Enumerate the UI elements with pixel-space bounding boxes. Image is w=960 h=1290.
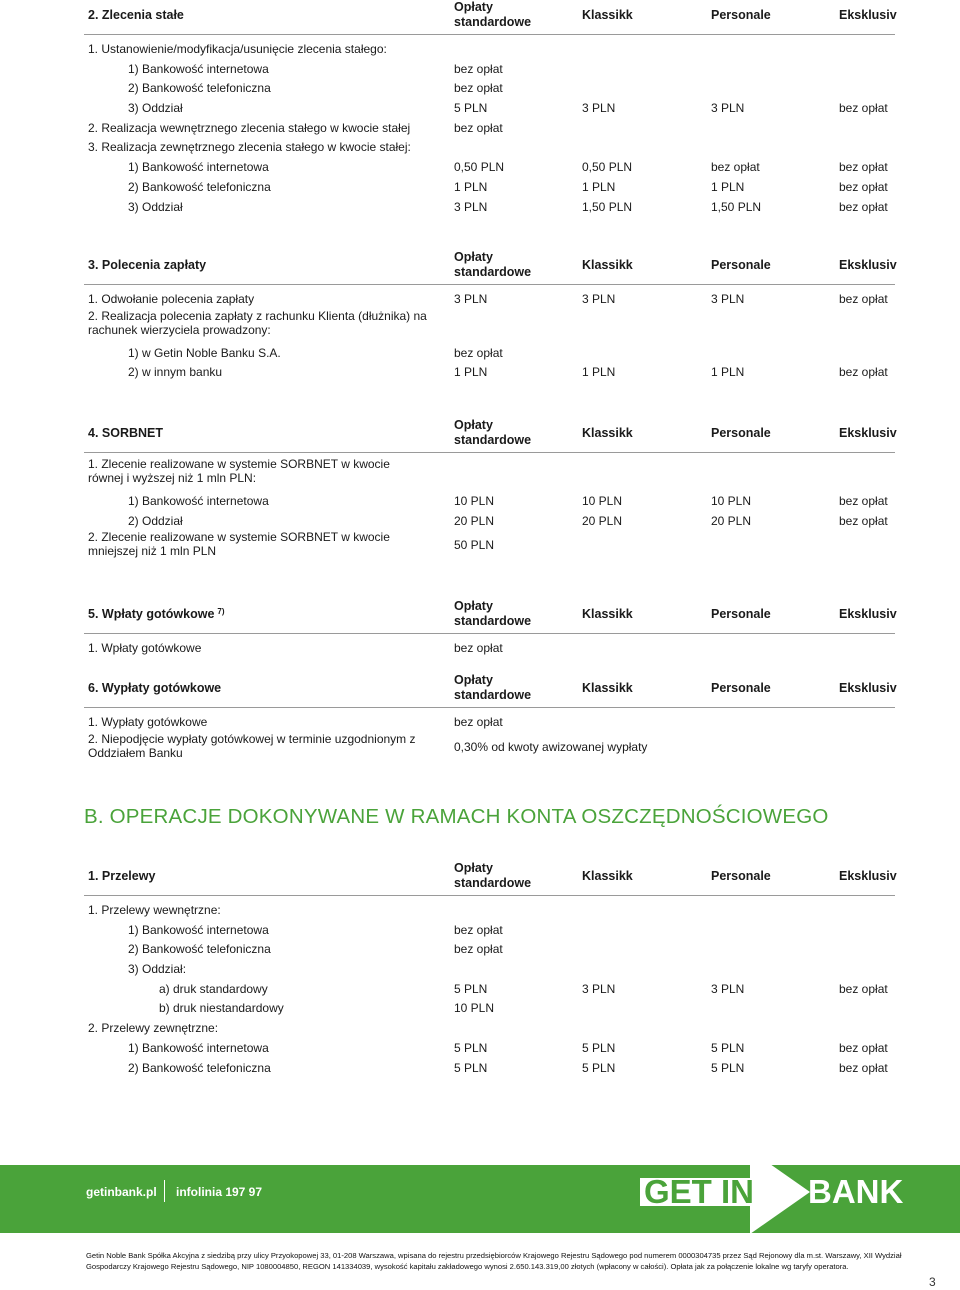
fee-klassikk: 5 PLN xyxy=(582,1040,616,1055)
section-header xyxy=(84,595,895,634)
page-number: 3 xyxy=(929,1275,936,1289)
fee-klassikk: 1,50 PLN xyxy=(582,199,633,214)
fee-klassikk: 1 PLN xyxy=(582,365,616,380)
section-title: 6. Wypłaty gotówkowe xyxy=(88,681,222,695)
row-label: 1) Bankowość internetowa xyxy=(128,494,269,508)
row-label: 1) Bankowość internetowa xyxy=(128,61,269,76)
fee-standard: 0,50 PLN xyxy=(454,160,505,175)
fee-eksklusiv: bez opłat xyxy=(839,160,888,175)
fee-personale: 1 PLN xyxy=(711,365,745,380)
section-header xyxy=(84,0,895,35)
row-label: 1) Bankowość internetowa xyxy=(128,160,269,175)
fee-eksklusiv: bez opłat xyxy=(839,981,888,996)
table-row xyxy=(84,979,895,999)
fee-klassikk: 3 PLN xyxy=(582,101,616,116)
table-row xyxy=(84,177,895,197)
fee-standard: 20 PLN xyxy=(454,513,495,528)
section-header xyxy=(84,414,895,453)
logo-text-getin: GET IN xyxy=(644,1173,755,1210)
fee-personale: 5 PLN xyxy=(711,1060,745,1075)
fee-standard: bez opłat xyxy=(454,345,503,360)
table-row xyxy=(84,491,895,511)
section-title xyxy=(88,595,225,633)
section-header xyxy=(84,857,895,896)
fee-standard: bez opłat xyxy=(454,120,503,135)
fee-standard: 5 PLN xyxy=(454,1040,488,1055)
table-row xyxy=(84,197,895,217)
row-label: b) druk niestandardowy xyxy=(159,1001,284,1016)
fee-standard: bez opłat xyxy=(454,942,503,957)
column-header-klassikk: Klassikk xyxy=(582,680,633,695)
column-header-personale: Personale xyxy=(711,868,771,883)
table-row xyxy=(84,362,895,382)
footer-website-link[interactable]: getinbank.pl xyxy=(86,1185,157,1199)
column-header-standard: Opłaty standardowe xyxy=(454,418,532,447)
table-row xyxy=(84,1058,895,1078)
fee-eksklusiv: bez opłat xyxy=(839,1060,888,1075)
column-header-standard: Opłaty standardowe xyxy=(454,250,532,279)
row-label: 2. Przelewy zewnętrzne: xyxy=(88,1021,219,1036)
section-title: 4. SORBNET xyxy=(88,426,164,440)
table-row xyxy=(84,939,895,959)
fee-eksklusiv: bez opłat xyxy=(839,179,888,194)
fee-standard: bez opłat xyxy=(454,715,503,729)
fee-klassikk: 5 PLN xyxy=(582,1060,616,1075)
column-header-personale: Personale xyxy=(711,425,771,440)
row-label: 1. Wypłaty gotówkowe xyxy=(88,715,208,729)
table-row xyxy=(84,712,895,732)
table-row xyxy=(84,1018,895,1038)
section-header xyxy=(84,669,895,708)
fee-standard: bez opłat xyxy=(454,61,503,76)
row-label: a) druk standardowy xyxy=(159,981,268,996)
logo-text-bank: BANK xyxy=(808,1173,904,1210)
section-title: 1. Przelewy xyxy=(88,869,156,883)
fee-klassikk: 0,50 PLN xyxy=(582,160,633,175)
fee-eksklusiv: bez opłat xyxy=(839,292,888,306)
fee-eksklusiv: bez opłat xyxy=(839,513,888,528)
table-row xyxy=(84,511,895,531)
section-rows xyxy=(84,708,895,766)
fee-eksklusiv: bez opłat xyxy=(839,1040,888,1055)
section-title-text: 5. Wpłaty gotówkowe xyxy=(88,607,215,621)
fee-standard: 0,30% od kwoty awizowanej wypłaty xyxy=(454,739,648,754)
fee-standard: 10 PLN xyxy=(454,494,495,508)
column-header-personale: Personale xyxy=(711,7,771,22)
fee-standard: 3 PLN xyxy=(454,199,488,214)
row-label: 2. Zlecenie realizowane w systemie SORBNET w kwocie mniejszej niż 1 mln PLN xyxy=(88,530,390,559)
section-sorbnet xyxy=(84,414,895,564)
column-header-klassikk: Klassikk xyxy=(582,425,633,440)
fee-personale: bez opłat xyxy=(711,160,760,175)
row-label: 1) Bankowość internetowa xyxy=(128,922,269,937)
fee-standard: 5 PLN xyxy=(454,1060,488,1075)
table-row xyxy=(84,457,895,491)
row-label: 2. Niepodjęcie wypłaty gotówkowej w terminie uzgodnionym z Oddziałem Banku xyxy=(88,731,416,760)
column-header-standard: Opłaty standardowe xyxy=(454,0,532,29)
section-transfers xyxy=(84,857,895,1077)
fee-standard: 5 PLN xyxy=(454,981,488,996)
table-row xyxy=(84,343,895,363)
fee-standard: bez opłat xyxy=(454,81,503,96)
table-row xyxy=(84,39,895,59)
row-label: 2) Bankowość telefoniczna xyxy=(128,942,271,957)
fee-klassikk: 10 PLN xyxy=(582,494,623,508)
fee-eksklusiv: bez opłat xyxy=(839,494,888,508)
table-row xyxy=(84,1038,895,1058)
fee-eksklusiv: bez opłat xyxy=(839,101,888,116)
fee-personale: 5 PLN xyxy=(711,1040,745,1055)
table-row xyxy=(84,98,895,118)
fee-standard: 3 PLN xyxy=(454,292,488,306)
fee-personale: 10 PLN xyxy=(711,494,752,508)
column-header-klassikk: Klassikk xyxy=(582,868,633,883)
section-standing-orders xyxy=(84,0,895,216)
row-label: 2) Bankowość telefoniczna xyxy=(128,81,271,96)
row-label: 3) Oddział: xyxy=(128,962,187,977)
fee-personale: 1,50 PLN xyxy=(711,199,762,214)
column-header-eksklusiv: Eksklusiv xyxy=(839,606,897,621)
fee-personale: 3 PLN xyxy=(711,292,745,306)
table-row xyxy=(84,118,895,138)
getin-bank-logo xyxy=(640,1150,910,1235)
fee-personale: 1 PLN xyxy=(711,179,745,194)
row-label: 2. Realizacja wewnętrznego zlecenia stałego w kwocie stałej xyxy=(88,120,411,135)
column-header-klassikk: Klassikk xyxy=(582,257,633,272)
fee-klassikk: 1 PLN xyxy=(582,179,616,194)
column-header-standard: Opłaty standardowe xyxy=(454,673,532,702)
row-label: 1. Odwołanie polecenia zapłaty xyxy=(88,292,255,306)
fee-klassikk: 20 PLN xyxy=(582,513,623,528)
fee-personale: 20 PLN xyxy=(711,513,752,528)
table-row xyxy=(84,289,895,309)
fee-standard: 5 PLN xyxy=(454,101,488,116)
section-direct-debits xyxy=(84,246,895,382)
section-title: 2. Zlecenia stałe xyxy=(88,8,184,22)
row-label: 1) w Getin Noble Banku S.A. xyxy=(128,345,281,360)
column-header-eksklusiv: Eksklusiv xyxy=(839,7,897,22)
row-label: 3) Oddział xyxy=(128,199,183,214)
row-label: 3. Realizacja zewnętrznego zlecenia stałego w kwocie stałej: xyxy=(88,140,411,155)
row-label: 2) w innym banku xyxy=(128,365,223,380)
column-header-personale: Personale xyxy=(711,606,771,621)
row-label: 2. Realizacja polecenia zapłaty z rachunku Klienta (dłużnika) na rachunek wierzyciela prowadzony: xyxy=(88,308,427,337)
table-row xyxy=(84,732,895,766)
fee-personale: 3 PLN xyxy=(711,981,745,996)
section-header xyxy=(84,246,895,285)
table-row xyxy=(84,530,895,564)
table-row xyxy=(84,59,895,79)
fee-personale: 3 PLN xyxy=(711,101,745,116)
fee-standard: bez opłat xyxy=(454,641,503,655)
table-row xyxy=(84,309,895,343)
column-header-eksklusiv: Eksklusiv xyxy=(839,257,897,272)
column-header-eksklusiv: Eksklusiv xyxy=(839,425,897,440)
table-row xyxy=(84,920,895,940)
row-label: 1. Ustanowienie/modyfikacja/usunięcie zlecenia stałego: xyxy=(88,42,387,56)
row-label: 1. Przelewy wewnętrzne: xyxy=(88,903,221,917)
column-header-personale: Personale xyxy=(711,257,771,272)
table-row xyxy=(84,157,895,177)
section-rows xyxy=(84,634,895,658)
column-header-standard: Opłaty standardowe xyxy=(454,599,532,628)
table-row xyxy=(84,900,895,920)
table-row xyxy=(84,137,895,157)
footer-hotline: infolinia 197 97 xyxy=(176,1185,263,1199)
fee-klassikk: 3 PLN xyxy=(582,981,616,996)
fee-klassikk: 3 PLN xyxy=(582,292,616,306)
fee-standard: 1 PLN xyxy=(454,365,488,380)
row-label: 1) Bankowość internetowa xyxy=(128,1040,269,1055)
column-header-klassikk: Klassikk xyxy=(582,7,633,22)
column-header-klassikk: Klassikk xyxy=(582,606,633,621)
section-rows xyxy=(84,35,895,216)
row-label: 2) Oddział xyxy=(128,513,183,528)
section-rows xyxy=(84,453,895,564)
footnote-marker: 7) xyxy=(217,606,225,616)
table-row xyxy=(84,998,895,1018)
section-rows xyxy=(84,896,895,1077)
column-header-standard: Opłaty standardowe xyxy=(454,861,532,890)
section-cash-deposits xyxy=(84,595,895,658)
footer-divider xyxy=(164,1180,165,1202)
section-cash-withdrawals xyxy=(84,669,895,766)
fee-standard: 50 PLN xyxy=(454,538,495,553)
fee-standard: 10 PLN xyxy=(454,1001,495,1016)
section-b-title: B. OPERACJE DOKONYWANE W RAMACH KONTA OSZCZĘDNOŚCIOWEGO xyxy=(84,805,829,828)
section-rows xyxy=(84,285,895,382)
table-row xyxy=(84,638,895,658)
fee-eksklusiv: bez opłat xyxy=(839,365,888,380)
column-header-eksklusiv: Eksklusiv xyxy=(839,680,897,695)
fee-standard: 1 PLN xyxy=(454,179,488,194)
row-label: 3) Oddział xyxy=(128,101,183,116)
section-title: 3. Polecenia zapłaty xyxy=(88,258,207,272)
column-header-personale: Personale xyxy=(711,680,771,695)
fee-standard: bez opłat xyxy=(454,922,503,937)
table-row xyxy=(84,959,895,979)
row-label: 2) Bankowość telefoniczna xyxy=(128,179,271,194)
table-row xyxy=(84,78,895,98)
legal-notice: Getin Noble Bank Spółka Akcyjna z siedzibą przy ulicy Przyokopowej 33, 01-208 Warszawa, wpisana do rejestru przedsiębiorców Krajowego Rejestru Sądowego pod numerem 0000304735 przez Sąd Rejonowy dla m.st. Warszawy, XII Wydział Gospodarczy Krajowego Rejestru Sądowego, NIP 1080004850, REGON 141334039, wysokość kapitału zakładowego wynosi 2.650.143.319,00 złotych (wpłacony w całości). Opłata jak za połączenie lokalne wg taryfy operatora. xyxy=(86,1251,902,1271)
row-label: 2) Bankowość telefoniczna xyxy=(128,1060,271,1075)
fee-eksklusiv: bez opłat xyxy=(839,199,888,214)
row-label: 1. Wpłaty gotówkowe xyxy=(88,641,202,655)
column-header-eksklusiv: Eksklusiv xyxy=(839,868,897,883)
row-label: 1. Zlecenie realizowane w systemie SORBNET w kwocie równej i wyższej niż 1 mln PLN: xyxy=(88,457,390,485)
